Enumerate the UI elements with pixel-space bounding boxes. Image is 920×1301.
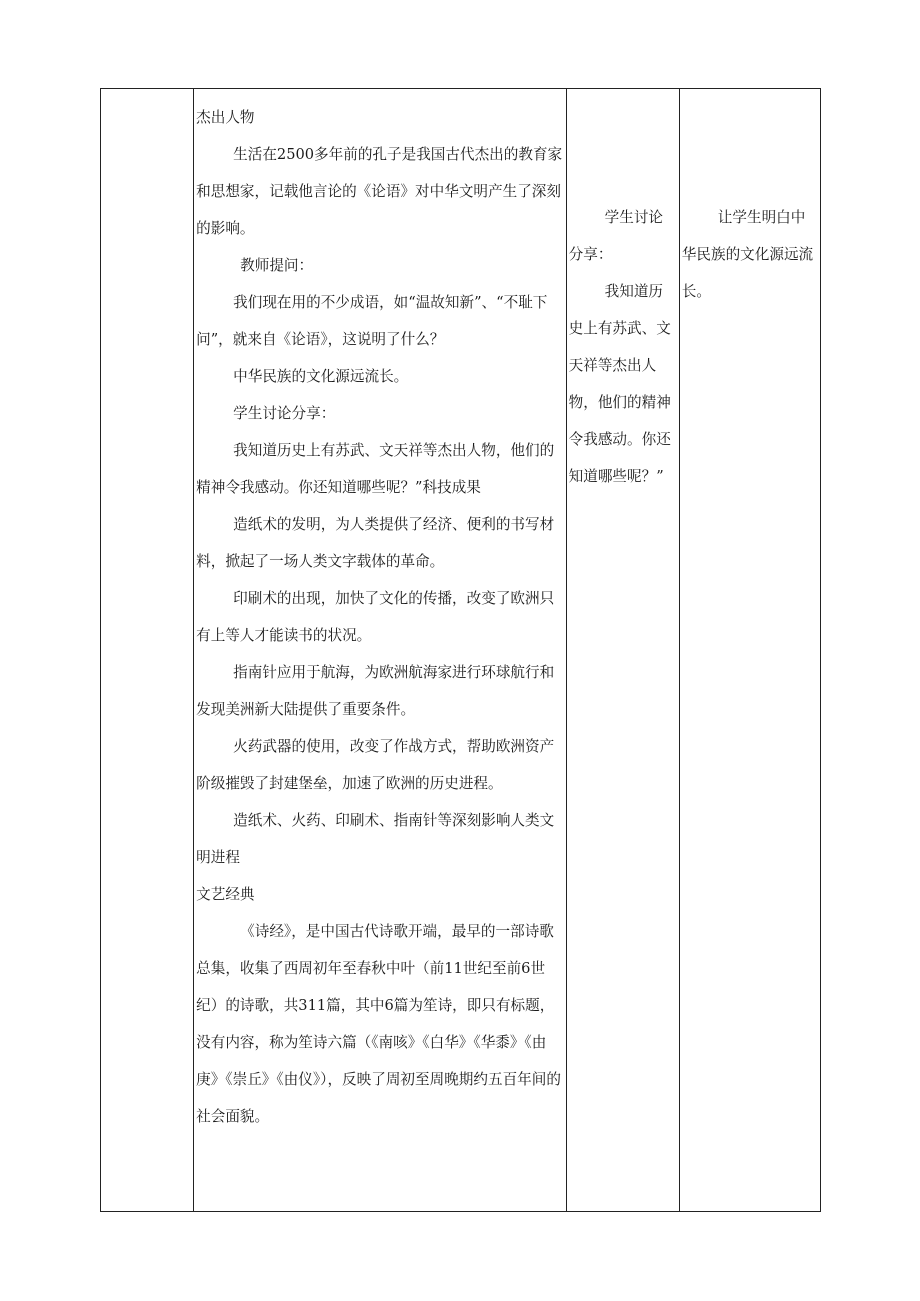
paragraph: 生活在2500多年前的孔子是我国古代杰出的教育家和思想家，记载他言论的《论语》对中华文明产生了深刻的影响。 [196, 146, 563, 237]
table-row [101, 89, 821, 1212]
lesson-plan-table [100, 88, 821, 1212]
paragraph: 火药武器的使用，改变了作战方式，帮助欧洲资产阶级摧毁了封建堡垒，加速了欧洲的历史进程。 [196, 738, 555, 792]
section-heading-literary-classics: 文艺经典 [196, 886, 255, 903]
paragraph: 教师提问： [240, 257, 314, 274]
paragraph: 印刷术的出现，加快了文化的传播，改变了欧洲只有上等人才能读书的状况。 [196, 590, 555, 644]
paragraph-text: 我知道历史上有苏武、文天祥等杰出人物，他们的精神令我感动。你还知道哪些呢？” [196, 442, 555, 496]
paragraph: 学生讨论分享： [233, 405, 336, 422]
teaching-content-cell [194, 89, 567, 1212]
paragraph: 指南针应用于航海，为欧洲航海家进行环球航行和发现美洲新大陆提供了重要条件。 [196, 664, 555, 718]
student-activity-cell [566, 89, 679, 1212]
section-heading-technology: 科技成果 [422, 479, 481, 496]
paragraph: 我们现在用的不少成语，如“温故知新”、“不耻下问”，就来自《论语》，这说明了什么？ [196, 294, 548, 348]
paragraph: 造纸术的发明，为人类提供了经济、便利的书写材料，掀起了一场人类文字载体的革命。 [196, 516, 555, 570]
paragraph [196, 432, 566, 506]
paragraph: 《诗经》，是中国古代诗歌开端，最早的一部诗歌总集，收集了西周初年至春秋中叶（前11世纪至前6世纪）的诗歌，共311篇，其中6篇为笙诗，即只有标题，没有内容，称为笙诗六篇（《南咳》《白华》《华黍》《由庚》《崇丘》《由仪》），反映了周初至周晚期约五百年间的社会面貌。 [196, 923, 561, 1125]
empty-cell [101, 89, 194, 1212]
paragraph: 中华民族的文化源远流长。 [233, 368, 409, 385]
design-intent-cell [679, 89, 820, 1212]
paragraph: 造纸术、火药、印刷术、指南针等深刻影响人类文明进程 [196, 812, 555, 866]
student-activity-text: 我知道历史上有苏武、文天祥等杰出人物，他们的精神令我感动。你还知道哪些呢？” [568, 283, 671, 485]
section-heading-outstanding-figures: 杰出人物 [196, 109, 255, 126]
student-activity-text: 学生讨论分享： [568, 209, 664, 263]
design-intent-text: 让学生明白中华民族的文化源远流长。 [681, 209, 814, 300]
